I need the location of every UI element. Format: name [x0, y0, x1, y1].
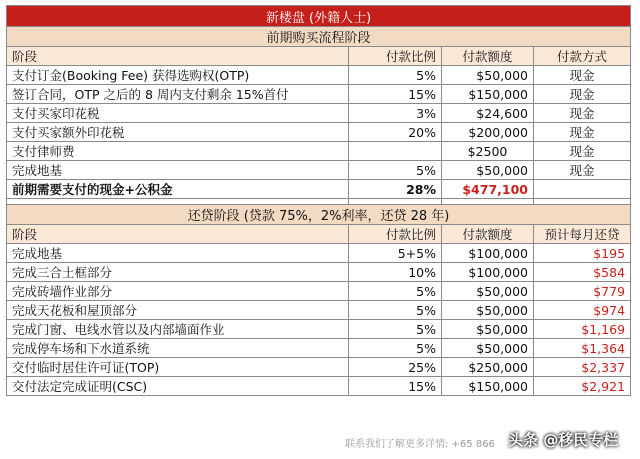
- stage-cell: 签订合同，OTP 之后的 8 周内支付剩余 15%首付: [7, 85, 349, 104]
- amount-cell: $100,000: [442, 244, 534, 263]
- monthly-cell: $2,337: [534, 358, 631, 377]
- header-amount: 付款额度: [442, 47, 534, 66]
- table-row: [7, 244, 631, 263]
- section2-title: 还贷阶段 (贷款 75%，2%利率，还贷 28 年): [7, 205, 631, 225]
- amount-cell: $50,000: [442, 282, 534, 301]
- header-method: 付款方式: [534, 47, 631, 66]
- section2-header-row: [7, 225, 631, 244]
- stage-cell: 支付律师费: [7, 142, 349, 161]
- ratio-cell: [349, 142, 442, 161]
- watermark: 头条 @移民专栏: [508, 431, 619, 449]
- footer-contact: 联系我们了解更多详情: +65 866: [345, 439, 495, 450]
- stage-cell: 完成天花板和屋顶部分: [7, 301, 349, 320]
- ratio-cell: 3%: [349, 104, 442, 123]
- section2-title-row: [7, 205, 631, 225]
- total-ratio: 28%: [349, 180, 442, 199]
- table-row: [7, 104, 631, 123]
- amount-cell: $250,000: [442, 358, 534, 377]
- ratio-cell: 5+5%: [349, 244, 442, 263]
- monthly-cell: $779: [534, 282, 631, 301]
- ratio-cell: 5%: [349, 320, 442, 339]
- ratio-cell: 25%: [349, 358, 442, 377]
- amount-cell: $50,000: [442, 66, 534, 85]
- method-cell: 现金: [534, 142, 631, 161]
- stage-cell: 完成地基: [7, 244, 349, 263]
- section1-title: 前期购买流程阶段: [7, 27, 631, 47]
- table-row: [7, 339, 631, 358]
- footer: [0, 433, 640, 455]
- monthly-cell: $1,364: [534, 339, 631, 358]
- ratio-cell: 5%: [349, 339, 442, 358]
- amount-cell: $24,600: [442, 104, 534, 123]
- stage-cell: 交付临时居住许可证(TOP): [7, 358, 349, 377]
- table-row: [7, 123, 631, 142]
- amount-cell: $2500: [442, 142, 534, 161]
- ratio-cell: 10%: [349, 263, 442, 282]
- header-stage: 阶段: [7, 225, 349, 244]
- payment-schedule: [6, 5, 630, 396]
- table-row: [7, 320, 631, 339]
- amount-cell: $150,000: [442, 377, 534, 396]
- stage-cell: 完成三合土框部分: [7, 263, 349, 282]
- amount-cell: $200,000: [442, 123, 534, 142]
- table-row: [7, 85, 631, 104]
- method-cell: 现金: [534, 104, 631, 123]
- monthly-cell: $974: [534, 301, 631, 320]
- ratio-cell: 5%: [349, 66, 442, 85]
- amount-cell: $150,000: [442, 85, 534, 104]
- amount-cell: $100,000: [442, 263, 534, 282]
- header-amount: 付款额度: [442, 225, 534, 244]
- method-cell: 现金: [534, 66, 631, 85]
- table-row: [7, 263, 631, 282]
- header-ratio: 付款比例: [349, 225, 442, 244]
- payment-table: [6, 5, 631, 396]
- header-ratio: 付款比例: [349, 47, 442, 66]
- header-stage: 阶段: [7, 47, 349, 66]
- stage-cell: 支付买家印花税: [7, 104, 349, 123]
- table-row: [7, 142, 631, 161]
- stage-cell: 完成砖墙作业部分: [7, 282, 349, 301]
- total-method: [534, 180, 631, 199]
- monthly-cell: $2,921: [534, 377, 631, 396]
- ratio-cell: 5%: [349, 282, 442, 301]
- stage-cell: 交付法定完成证明(CSC): [7, 377, 349, 396]
- total-label: 前期需要支付的现金+公积金: [7, 180, 349, 199]
- amount-cell: $50,000: [442, 301, 534, 320]
- monthly-cell: $584: [534, 263, 631, 282]
- total-amount: $477,100: [442, 180, 534, 199]
- table-title: 新楼盘 (外籍人士): [7, 6, 631, 27]
- ratio-cell: 15%: [349, 85, 442, 104]
- stage-cell: 支付订金(Booking Fee) 获得选购权(OTP): [7, 66, 349, 85]
- ratio-cell: 5%: [349, 301, 442, 320]
- amount-cell: $50,000: [442, 320, 534, 339]
- ratio-cell: 20%: [349, 123, 442, 142]
- table-row: [7, 301, 631, 320]
- stage-cell: 完成地基: [7, 161, 349, 180]
- method-cell: 现金: [534, 161, 631, 180]
- monthly-cell: $195: [534, 244, 631, 263]
- section1-header-row: [7, 47, 631, 66]
- amount-cell: $50,000: [442, 339, 534, 358]
- ratio-cell: 15%: [349, 377, 442, 396]
- table-row: [7, 358, 631, 377]
- table-row: [7, 282, 631, 301]
- ratio-cell: 5%: [349, 161, 442, 180]
- monthly-cell: $1,169: [534, 320, 631, 339]
- stage-cell: 完成门窗、电线水管以及内部墙面作业: [7, 320, 349, 339]
- stage-cell: 完成停车场和下水道系统: [7, 339, 349, 358]
- stage-cell: 支付买家额外印花税: [7, 123, 349, 142]
- table-row: [7, 377, 631, 396]
- header-monthly: 预计每月还贷: [534, 225, 631, 244]
- amount-cell: $50,000: [442, 161, 534, 180]
- method-cell: 现金: [534, 85, 631, 104]
- table-row: [7, 161, 631, 180]
- section1-title-row: [7, 27, 631, 47]
- table-row: [7, 66, 631, 85]
- total-row: [7, 180, 631, 199]
- table-title-row: [7, 6, 631, 27]
- method-cell: 现金: [534, 123, 631, 142]
